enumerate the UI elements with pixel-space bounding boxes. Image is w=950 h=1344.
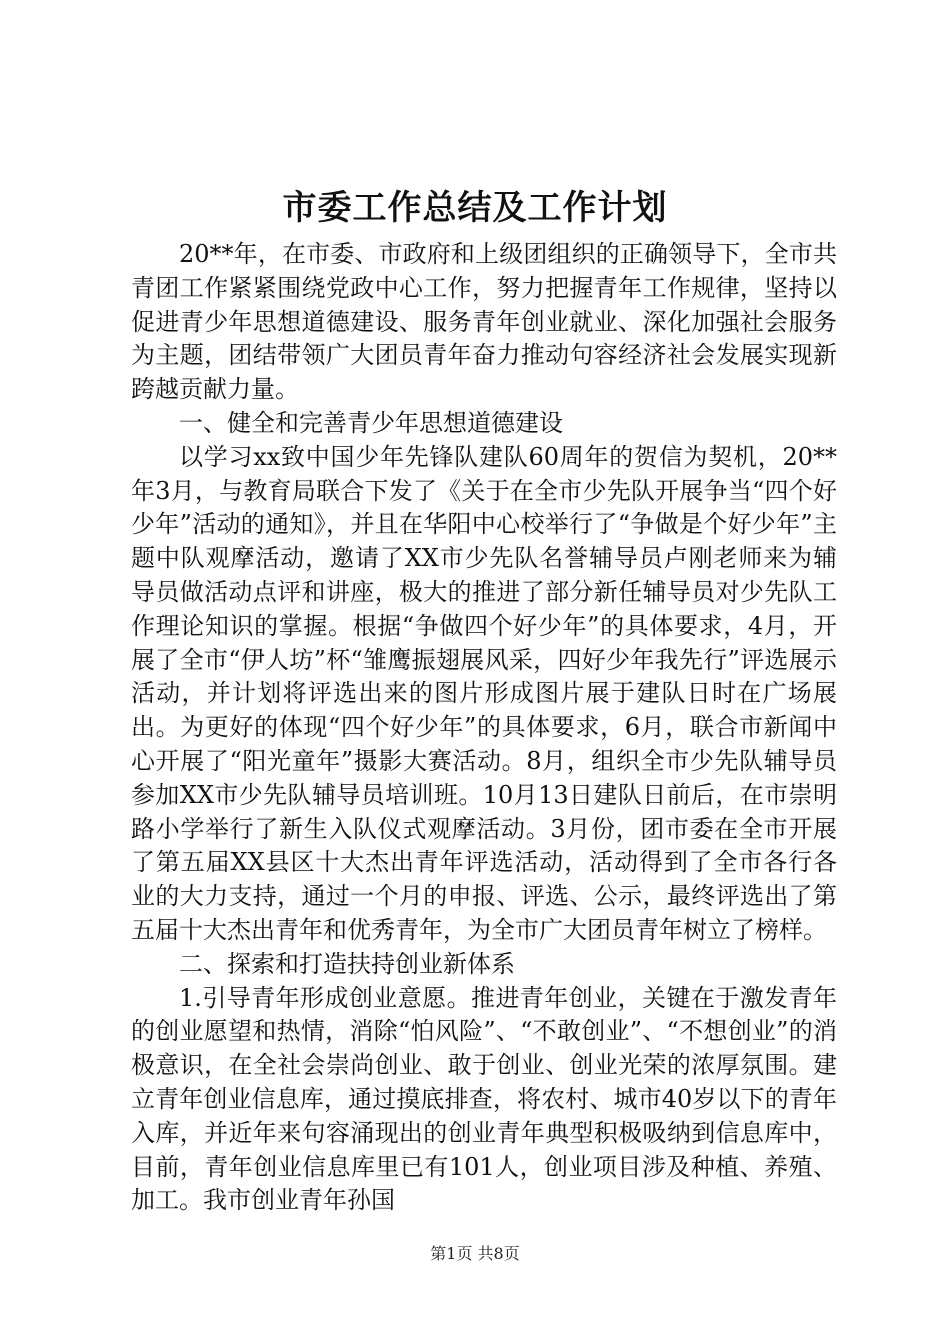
paragraph-section-1: 以学习xx致中国少年先锋队建队60周年的贺信为契机，20**年3月，与教育局联合下发了《关于在全市少先队开展争当“四个好少年”活动的通知》，并且在华阳中心校举行了“争做是个好少年”主题中队观摩活动，邀请了XX市少先队名誉辅导员卢刚老师来为辅导员做活动点评和讲座，极大的推进了部分新任辅导员对少先队工作理论知识的掌握。根据“争做四个好少年”的具体要求，4月，开展了全市“伊人坊”杯“雏鹰振翅展风采，四好少年我先行”评选展示活动，并计划将评选出来的图片形成图片展于建队日时在广场展出。为更好的体现“四个好少年”的具体要求，6月，联合市新闻中心开展了“阳光童年”摄影大赛活动。8月，组织全市少先队辅导员参加XX市少先队辅导员培训班。10月13日建队日前后，在市崇明路小学举行了新生入队仪式观摩活动。3月份，团市委在全市开展了第五届XX县区十大杰出青年评选活动，活动得到了全市各行各业的大力支持，通过一个月的申报、评选、公示，最终评选出了第五届十大杰出青年和优秀青年，为全市广大团员青年树立了榜样。 (131, 442, 837, 944)
document-body (131, 238, 837, 1218)
section-heading-1: 一、健全和完善青少年思想道德建设 (179, 408, 563, 437)
paragraph-section-2: 1.引导青年形成创业意愿。推进青年创业，关键在于激发青年的创业愿望和热情，消除“怕风险”、“不敢创业”、“不想创业”的消极意识，在全社会崇尚创业、敢于创业、创业光荣的浓厚氛围。建立青年创业信息库，通过摸底排查，将农村、城市40岁以下的青年入库，并近年来句容涌现出的创业青年典型积极吸纳到信息库中，目前，青年创业信息库里已有101人，创业项目涉及种植、养殖、加工。我市创业青年孙国 (131, 983, 837, 1215)
document-title: 市委工作总结及工作计划 (282, 188, 668, 228)
section-heading-2: 二、探索和打造扶持创业新体系 (179, 949, 515, 978)
paragraph-intro: 20**年，在市委、市政府和上级团组织的正确领导下，全市共青团工作紧紧围绕党政中心工作，努力把握青年工作规律，坚持以促进青少年思想道德建设、服务青年创业就业、深化加强社会服务为主题，团结带领广大团员青年奋力推动句容经济社会发展实现新跨越贡献力量。 (131, 240, 837, 404)
page-footer: 第1页 共8页 (430, 1244, 520, 1263)
